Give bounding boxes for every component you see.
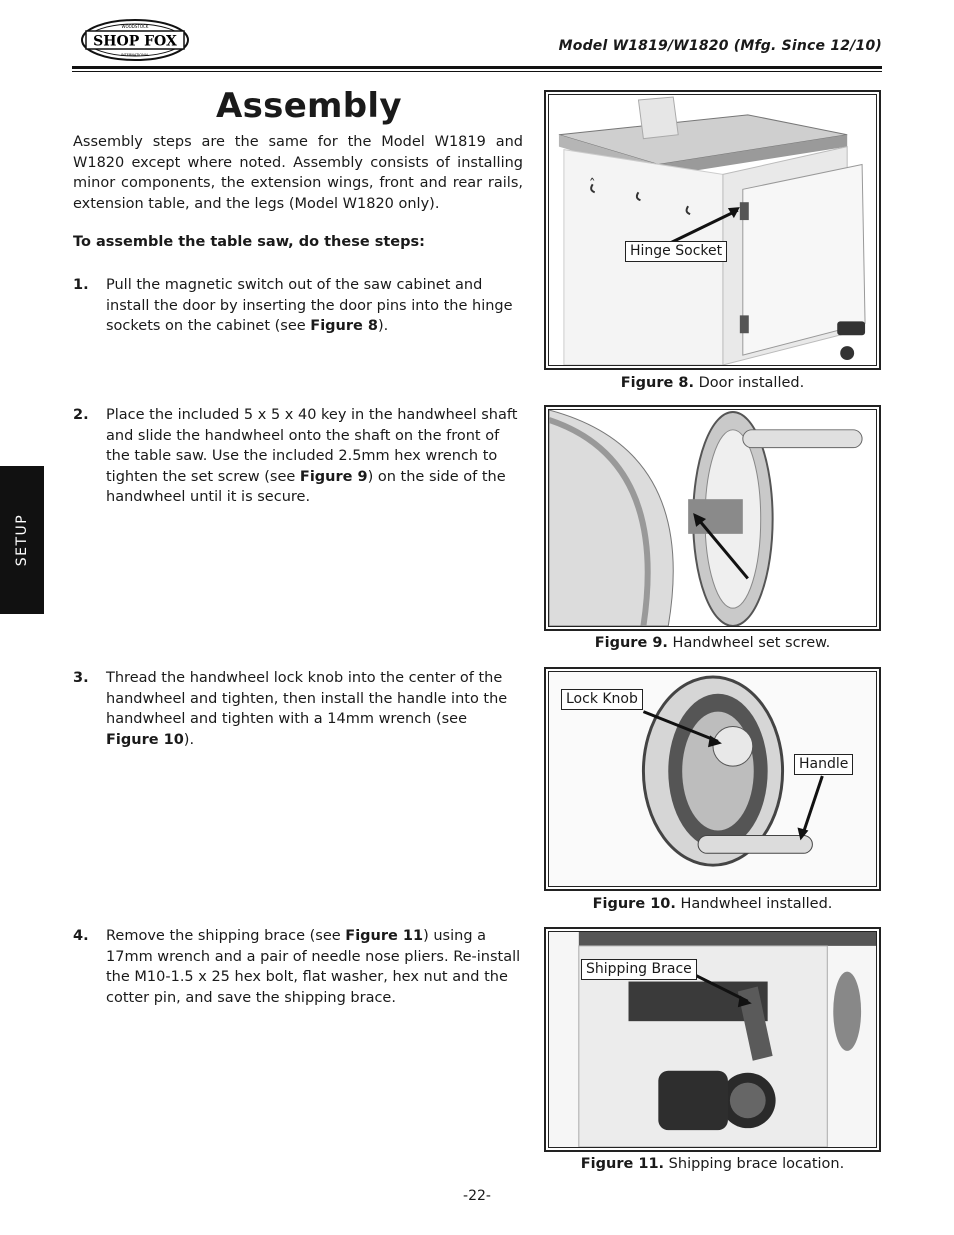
handwheel-set-screw-photo — [549, 410, 876, 626]
figure-reference: Figure 9 — [299, 468, 368, 485]
figure-11 — [544, 927, 881, 1152]
header-model: Model W1819/W1820 (Mfg. Since 12/10) — [558, 38, 882, 54]
step-number: 1. — [73, 277, 89, 293]
callout-label: Hinge Socket — [630, 243, 723, 259]
svg-text:ˆ: ˆ — [588, 177, 596, 194]
steps-lead: To assemble the table saw, do these steps: — [73, 234, 425, 250]
header-rule-thin — [72, 71, 882, 72]
figure-label: Figure 10. — [592, 896, 676, 912]
step-3 — [73, 668, 523, 750]
step-number: 3. — [73, 670, 89, 686]
svg-text:WOODSTOCK: WOODSTOCK — [121, 24, 149, 29]
header-rule — [72, 66, 882, 69]
shop-fox-logo — [80, 18, 190, 62]
page-number: -22- — [463, 1188, 491, 1204]
svg-text:INTERNATIONAL: INTERNATIONAL — [120, 53, 150, 57]
step-text: Thread the handwheel lock knob into the center of the handwheel and tighten, then install the handle into the handwheel and tighten with a 14mm wrench (see — [106, 670, 508, 727]
page-title: Assembly — [216, 86, 402, 126]
step-text-end: ) using a 17mm wrench and a pair of needle nose pliers. Re-install the M10-1.5 x 25 hex bolt, flat washer, hex nut and the cotter pin, and save the shipping brace. — [106, 928, 521, 1006]
section-tab-label: SETUP — [14, 513, 30, 567]
callout-handle — [794, 754, 853, 775]
figure-8 — [544, 90, 881, 370]
figure-label: Figure 9. — [594, 635, 668, 651]
step-1 — [73, 275, 523, 337]
callout-hinge-socket — [625, 241, 727, 262]
step-text: Pull the magnetic switch out of the saw cabinet and install the door by inserting the door pins into the hinge sockets on the cabinet (see — [106, 277, 513, 334]
figure-9-caption — [544, 635, 881, 651]
step-number: 2. — [73, 407, 89, 423]
intro-paragraph: Assembly steps are the same for the Model W1819 and W1820 except where noted. Assembly consists of installing minor components, the extension wings, front and rear rails, extension table, and the legs (Model W1820 only). — [73, 134, 523, 212]
callout-label: Lock Knob — [566, 691, 638, 707]
step-4 — [73, 926, 523, 1008]
step-text-end: ). — [183, 731, 195, 748]
figure-reference: Figure 11 — [345, 928, 424, 944]
figure-caption-text: Door installed. — [698, 375, 805, 391]
figure-9 — [544, 405, 881, 631]
figure-11-caption — [544, 1156, 881, 1172]
step-text-end: ) on the side of the handwheel until it is secure. — [106, 468, 506, 505]
step-text-end: ). — [378, 318, 389, 334]
section-tab-setup — [0, 466, 44, 614]
callout-label: Shipping Brace — [586, 961, 692, 977]
figure-caption-text: Handwheel set screw. — [672, 635, 831, 651]
figure-label: Figure 8. — [620, 375, 694, 391]
figure-8-caption — [544, 375, 881, 391]
figure-label: Figure 11. — [580, 1156, 665, 1172]
step-text: Remove the shipping brace (see — [106, 928, 346, 944]
door-installed-photo — [549, 95, 876, 365]
callout-lock-knob — [561, 689, 643, 710]
figure-10-caption — [544, 896, 881, 912]
figure-caption-text: Handwheel installed. — [680, 896, 833, 912]
callout-label: Handle — [799, 756, 849, 772]
svg-text:SHOP FOX: SHOP FOX — [93, 33, 177, 50]
step-2 — [73, 405, 523, 508]
step-text: Place the included 5 x 5 x 40 key in the handwheel shaft and slide the handwheel onto the shaft on the front of the table saw. Use the included 2.5mm hex wrench to tighten the set screw (see — [106, 407, 518, 485]
callout-shipping-brace — [581, 959, 697, 980]
figure-reference: Figure 8 — [310, 318, 378, 334]
figure-caption-text: Shipping brace location. — [668, 1156, 845, 1172]
figure-10 — [544, 667, 881, 891]
step-number: 4. — [73, 928, 89, 944]
figure-reference: Figure 10 — [106, 731, 184, 748]
